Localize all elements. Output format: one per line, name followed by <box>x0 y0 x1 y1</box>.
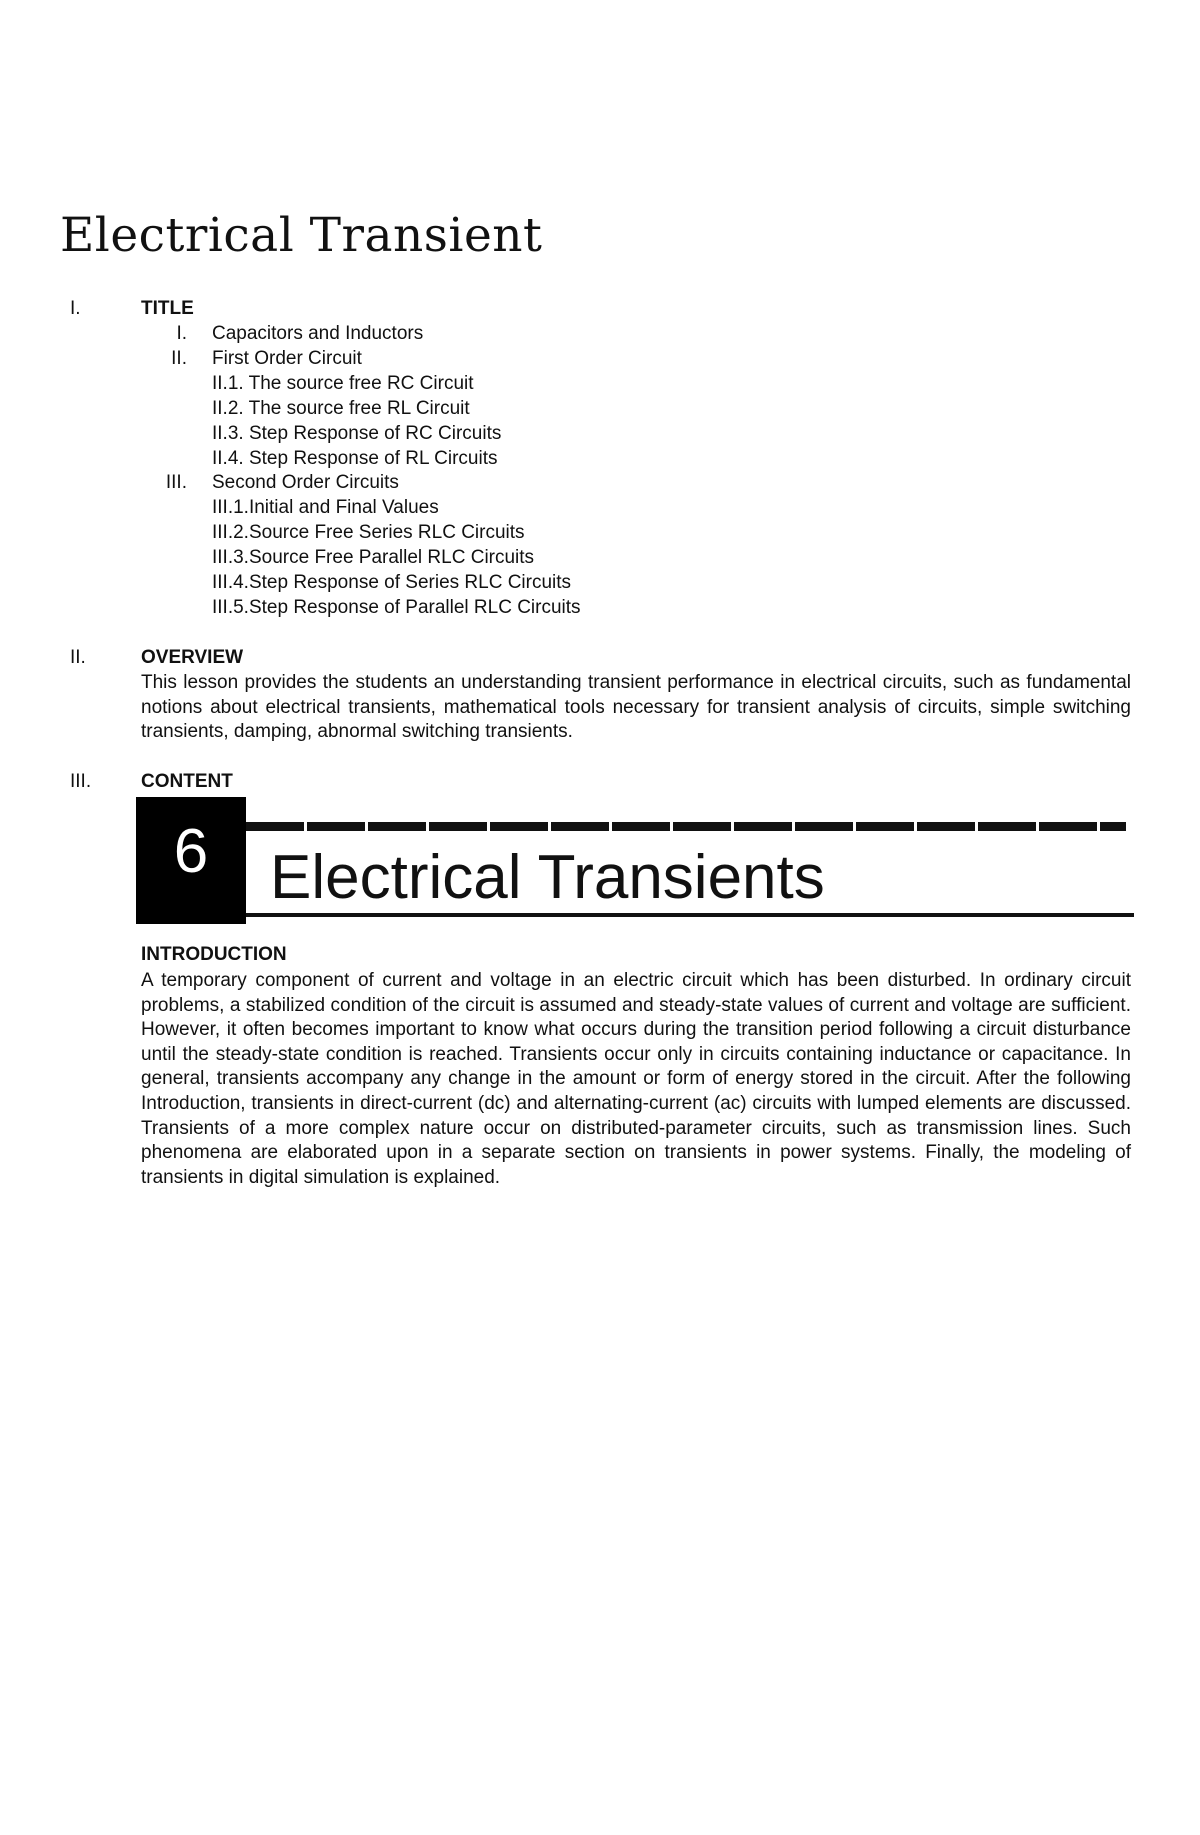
section-heading-overview: OVERVIEW <box>141 647 244 668</box>
toc-roman: II. <box>171 348 187 369</box>
section-number-content: III. <box>70 771 92 792</box>
toc-item: First Order Circuit <box>212 348 362 369</box>
toc-subitem: II.1. The source free RC Circuit <box>212 373 474 394</box>
toc-subitem: II.4. Step Response of RL Circuits <box>212 448 498 469</box>
chapter-rule-top <box>246 822 1126 831</box>
toc-subitem: II.2. The source free RL Circuit <box>212 398 470 419</box>
chapter-rule-bottom <box>246 913 1134 917</box>
section-number-title: I. <box>70 298 81 319</box>
toc-subitem: III.3.Source Free Parallel RLC Circuits <box>212 547 535 568</box>
toc-roman: I. <box>176 323 187 344</box>
toc-subitem: II.3. Step Response of RC Circuits <box>212 423 502 444</box>
document-title: Electrical Transient <box>60 208 543 263</box>
toc-subitem: III.1.Initial and Final Values <box>212 497 439 518</box>
toc-subitem: III.5.Step Response of Parallel RLC Circuits <box>212 597 581 618</box>
chapter-number-box: 6 <box>136 797 246 924</box>
introduction-paragraph: A temporary component of current and voltage in an electric circuit which has been disturbed. In ordinary circuit problems, a stabilized condition of the circuit is assumed and steady-state values of current and voltage are sufficient. However, it often becomes important to know what occurs during the transition period following a circuit disturbance until the steady-state condition is reached. Transients occur only in circuits containing inductance or capacitance. In general, transients accompany any change in the amount or form of energy stored in the circuit. After the following Introduction, transients in direct-current (dc) and alternating-current (ac) circuits with lumped elements are discussed. Transients of a more complex nature occur on distributed-parameter circuits, such as transmission lines. Such phenomena are elaborated upon in a separate section on transients in power systems. Finally, the modeling of transients in digital simulation is explained. <box>141 970 1131 1188</box>
toc-subitem: III.4.Step Response of Series RLC Circuits <box>212 572 572 593</box>
overview-paragraph: This lesson provides the students an understanding transient performance in electrical circuits, such as fundamental notions about electrical transients, mathematical tools necessary for transient analysis of circuits, simple switching transients, damping, abnormal switching transients. <box>141 672 1131 743</box>
toc-subitem: III.2.Source Free Series RLC Circuits <box>212 522 525 543</box>
section-number-overview: II. <box>70 647 86 668</box>
toc-item: Capacitors and Inductors <box>212 323 424 344</box>
section-heading-title: TITLE <box>141 298 194 319</box>
toc-item: Second Order Circuits <box>212 472 399 493</box>
chapter-title: Electrical Transients <box>270 843 825 912</box>
section-heading-content: CONTENT <box>141 771 233 792</box>
introduction-heading: INTRODUCTION <box>141 944 287 965</box>
toc-roman: III. <box>165 472 187 493</box>
